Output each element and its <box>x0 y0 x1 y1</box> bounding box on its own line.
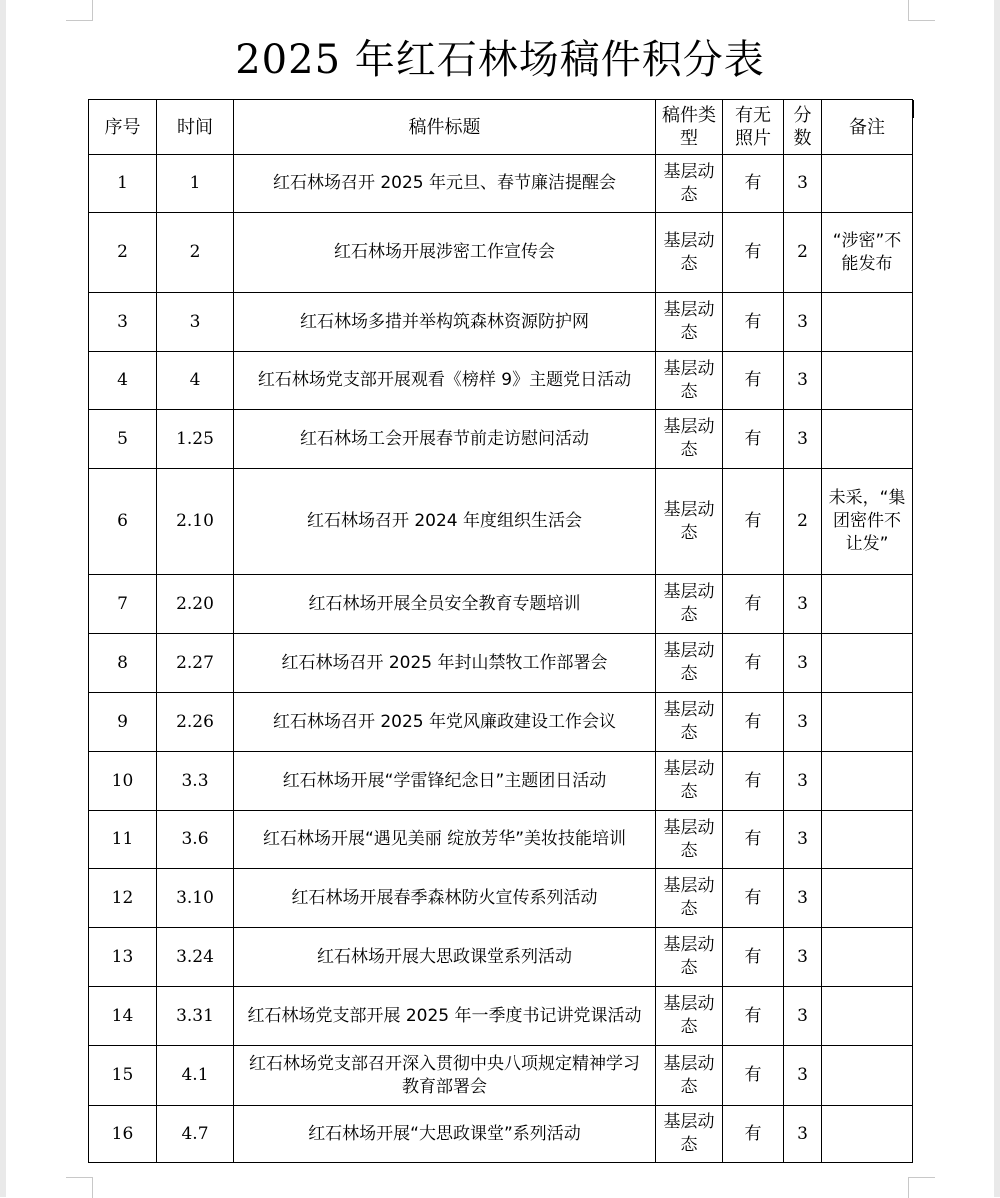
photo-cell: 有 <box>723 155 784 213</box>
time-cell: 2.26 <box>157 693 234 752</box>
note-cell <box>822 693 913 752</box>
seq-cell: 16 <box>89 1106 157 1163</box>
title-cell: 红石林场开展大思政课堂系列活动 <box>234 928 656 987</box>
title-cell: 红石林场党支部开展 2025 年一季度书记讲党课活动 <box>234 987 656 1046</box>
table-row <box>89 1046 913 1106</box>
note-cell: “涉密”不能发布 <box>822 213 913 293</box>
seq-cell: 6 <box>89 469 157 575</box>
score-cell: 3 <box>784 869 822 928</box>
table-header-row <box>89 100 913 155</box>
photo-cell: 有 <box>723 693 784 752</box>
table-row <box>89 293 913 352</box>
time-cell: 3 <box>157 293 234 352</box>
table-row <box>89 811 913 869</box>
score-cell: 3 <box>784 634 822 693</box>
photo-cell: 有 <box>723 811 784 869</box>
seq-cell: 3 <box>89 293 157 352</box>
score-cell: 3 <box>784 575 822 634</box>
time-cell: 2.27 <box>157 634 234 693</box>
score-cell: 3 <box>784 693 822 752</box>
seq-cell: 4 <box>89 352 157 410</box>
seq-cell: 5 <box>89 410 157 469</box>
note-header: 备注 <box>822 100 913 155</box>
crop-mark-bottom-right <box>908 1177 935 1198</box>
note-cell <box>822 293 913 352</box>
table-row <box>89 928 913 987</box>
crop-mark-top-right <box>908 0 935 21</box>
time-cell: 1 <box>157 155 234 213</box>
type-cell: 基层动态 <box>656 987 723 1046</box>
type-cell: 基层动态 <box>656 634 723 693</box>
table-row <box>89 987 913 1046</box>
title-cell: 红石林场召开 2025 年封山禁牧工作部署会 <box>234 634 656 693</box>
type-cell: 基层动态 <box>656 1106 723 1163</box>
seq-cell: 1 <box>89 155 157 213</box>
crop-mark-bottom-left <box>66 1177 93 1198</box>
score-header: 分数 <box>784 100 822 155</box>
score-cell: 3 <box>784 811 822 869</box>
score-table <box>88 99 913 1163</box>
score-cell: 3 <box>784 293 822 352</box>
seq-header: 序号 <box>89 100 157 155</box>
photo-cell: 有 <box>723 575 784 634</box>
note-cell <box>822 1046 913 1106</box>
table-row <box>89 1106 913 1163</box>
seq-cell: 10 <box>89 752 157 811</box>
seq-cell: 12 <box>89 869 157 928</box>
photo-cell: 有 <box>723 293 784 352</box>
photo-cell: 有 <box>723 1106 784 1163</box>
title-cell: 红石林场开展“遇见美丽 绽放芳华”美妆技能培训 <box>234 811 656 869</box>
score-cell: 3 <box>784 1046 822 1106</box>
type-cell: 基层动态 <box>656 213 723 293</box>
seq-cell: 7 <box>89 575 157 634</box>
score-cell: 3 <box>784 987 822 1046</box>
note-cell <box>822 634 913 693</box>
type-cell: 基层动态 <box>656 575 723 634</box>
type-cell: 基层动态 <box>656 1046 723 1106</box>
note-cell <box>822 1106 913 1163</box>
photo-cell: 有 <box>723 469 784 575</box>
seq-cell: 2 <box>89 213 157 293</box>
photo-cell: 有 <box>723 1046 784 1106</box>
table-row <box>89 869 913 928</box>
note-cell <box>822 575 913 634</box>
page-edge-right <box>994 0 1000 1197</box>
photo-cell: 有 <box>723 410 784 469</box>
type-header: 稿件类型 <box>656 100 723 155</box>
table-row <box>89 410 913 469</box>
type-cell: 基层动态 <box>656 928 723 987</box>
document-title: 2025 年红石林场稿件积分表 <box>235 37 765 83</box>
photo-header: 有无照片 <box>723 100 784 155</box>
table-row <box>89 213 913 293</box>
note-cell <box>822 811 913 869</box>
time-cell: 2 <box>157 213 234 293</box>
table-row <box>89 634 913 693</box>
score-cell: 3 <box>784 928 822 987</box>
score-cell: 2 <box>784 469 822 575</box>
table-row <box>89 155 913 213</box>
score-cell: 3 <box>784 410 822 469</box>
type-cell: 基层动态 <box>656 811 723 869</box>
score-cell: 3 <box>784 1106 822 1163</box>
page-edge-left <box>0 0 6 1197</box>
note-cell <box>822 752 913 811</box>
seq-cell: 11 <box>89 811 157 869</box>
crop-mark-top-left <box>66 0 93 21</box>
photo-cell: 有 <box>723 352 784 410</box>
photo-cell: 有 <box>723 634 784 693</box>
type-cell: 基层动态 <box>656 469 723 575</box>
type-cell: 基层动态 <box>656 155 723 213</box>
seq-cell: 14 <box>89 987 157 1046</box>
photo-cell: 有 <box>723 987 784 1046</box>
table-row <box>89 352 913 410</box>
title-cell: 红石林场开展春季森林防火宣传系列活动 <box>234 869 656 928</box>
title-header: 稿件标题 <box>234 100 656 155</box>
seq-cell: 15 <box>89 1046 157 1106</box>
table-row <box>89 469 913 575</box>
score-cell: 3 <box>784 155 822 213</box>
photo-cell: 有 <box>723 928 784 987</box>
time-cell: 2.10 <box>157 469 234 575</box>
note-cell <box>822 155 913 213</box>
score-cell: 3 <box>784 352 822 410</box>
time-cell: 3.31 <box>157 987 234 1046</box>
title-cell: 红石林场开展涉密工作宣传会 <box>234 213 656 293</box>
table-row <box>89 693 913 752</box>
title-cell: 红石林场多措并举构筑森林资源防护网 <box>234 293 656 352</box>
note-cell <box>822 869 913 928</box>
time-cell: 4.7 <box>157 1106 234 1163</box>
title-cell: 红石林场党支部开展观看《榜样 9》主题党日活动 <box>234 352 656 410</box>
title-cell: 红石林场召开 2024 年度组织生活会 <box>234 469 656 575</box>
note-cell <box>822 410 913 469</box>
note-cell <box>822 352 913 410</box>
note-cell <box>822 987 913 1046</box>
title-cell: 红石林场党支部召开深入贯彻中央八项规定精神学习教育部署会 <box>234 1046 656 1106</box>
time-cell: 4.1 <box>157 1046 234 1106</box>
seq-cell: 8 <box>89 634 157 693</box>
seq-cell: 9 <box>89 693 157 752</box>
title-cell: 红石林场开展“大思政课堂”系列活动 <box>234 1106 656 1163</box>
photo-cell: 有 <box>723 213 784 293</box>
type-cell: 基层动态 <box>656 293 723 352</box>
time-cell: 3.3 <box>157 752 234 811</box>
seq-cell: 13 <box>89 928 157 987</box>
table-row <box>89 575 913 634</box>
type-cell: 基层动态 <box>656 869 723 928</box>
score-cell: 3 <box>784 752 822 811</box>
note-cell: 未采，“集团密件不让发” <box>822 469 913 575</box>
title-cell: 红石林场召开 2025 年元旦、春节廉洁提醒会 <box>234 155 656 213</box>
time-cell: 1.25 <box>157 410 234 469</box>
time-cell: 2.20 <box>157 575 234 634</box>
time-cell: 3.6 <box>157 811 234 869</box>
type-cell: 基层动态 <box>656 752 723 811</box>
note-cell <box>822 928 913 987</box>
type-cell: 基层动态 <box>656 410 723 469</box>
type-cell: 基层动态 <box>656 693 723 752</box>
photo-cell: 有 <box>723 752 784 811</box>
score-cell: 2 <box>784 213 822 293</box>
time-cell: 3.24 <box>157 928 234 987</box>
type-cell: 基层动态 <box>656 352 723 410</box>
title-cell: 红石林场召开 2025 年党风廉政建设工作会议 <box>234 693 656 752</box>
time-header: 时间 <box>157 100 234 155</box>
time-cell: 3.10 <box>157 869 234 928</box>
table-row <box>89 752 913 811</box>
title-cell: 红石林场开展全员安全教育专题培训 <box>234 575 656 634</box>
time-cell: 4 <box>157 352 234 410</box>
title-cell: 红石林场工会开展春节前走访慰问活动 <box>234 410 656 469</box>
table-body <box>89 155 913 1163</box>
title-cell: 红石林场开展“学雷锋纪念日”主题团日活动 <box>234 752 656 811</box>
photo-cell: 有 <box>723 869 784 928</box>
